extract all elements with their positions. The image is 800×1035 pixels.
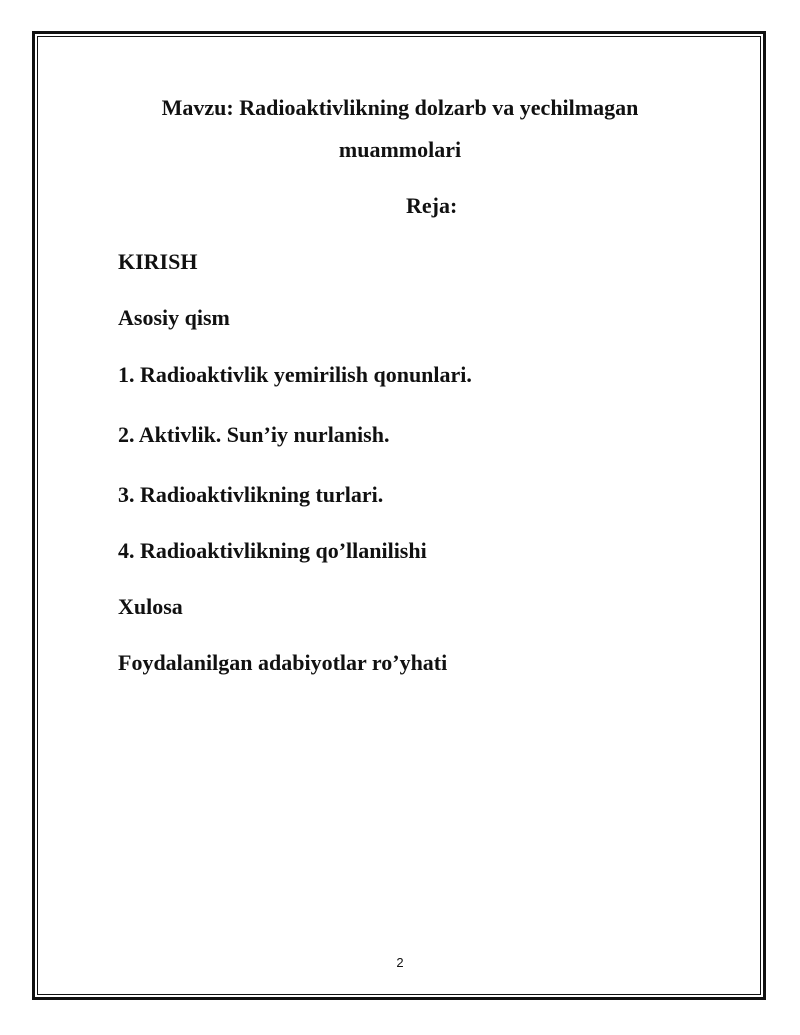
- page-number: 2: [396, 955, 404, 970]
- document-title-line2: muammolari: [338, 137, 462, 162]
- plan-item-3: 3. Radioaktivlikning turlari.: [118, 482, 384, 507]
- plan-item-4: 4. Radioaktivlikning qo’llanilishi: [118, 538, 427, 563]
- page-border-inner: [37, 36, 761, 995]
- plan-item-introduction: KIRISH: [118, 249, 198, 274]
- document-title-line1: Mavzu: Radioaktivlikning dolzarb va yechilmagan: [161, 95, 639, 120]
- plan-item-conclusion: Xulosa: [118, 594, 183, 619]
- plan-item-references: Foydalanilgan adabiyotlar ro’yhati: [118, 650, 448, 675]
- plan-item-1: 1. Radioaktivlik yemirilish qonunlari.: [118, 362, 472, 387]
- plan-heading: Reja:: [406, 193, 458, 218]
- plan-item-main-part: Asosiy qism: [118, 305, 230, 330]
- plan-item-2: 2. Aktivlik. Sun’iy nurlanish.: [118, 422, 390, 447]
